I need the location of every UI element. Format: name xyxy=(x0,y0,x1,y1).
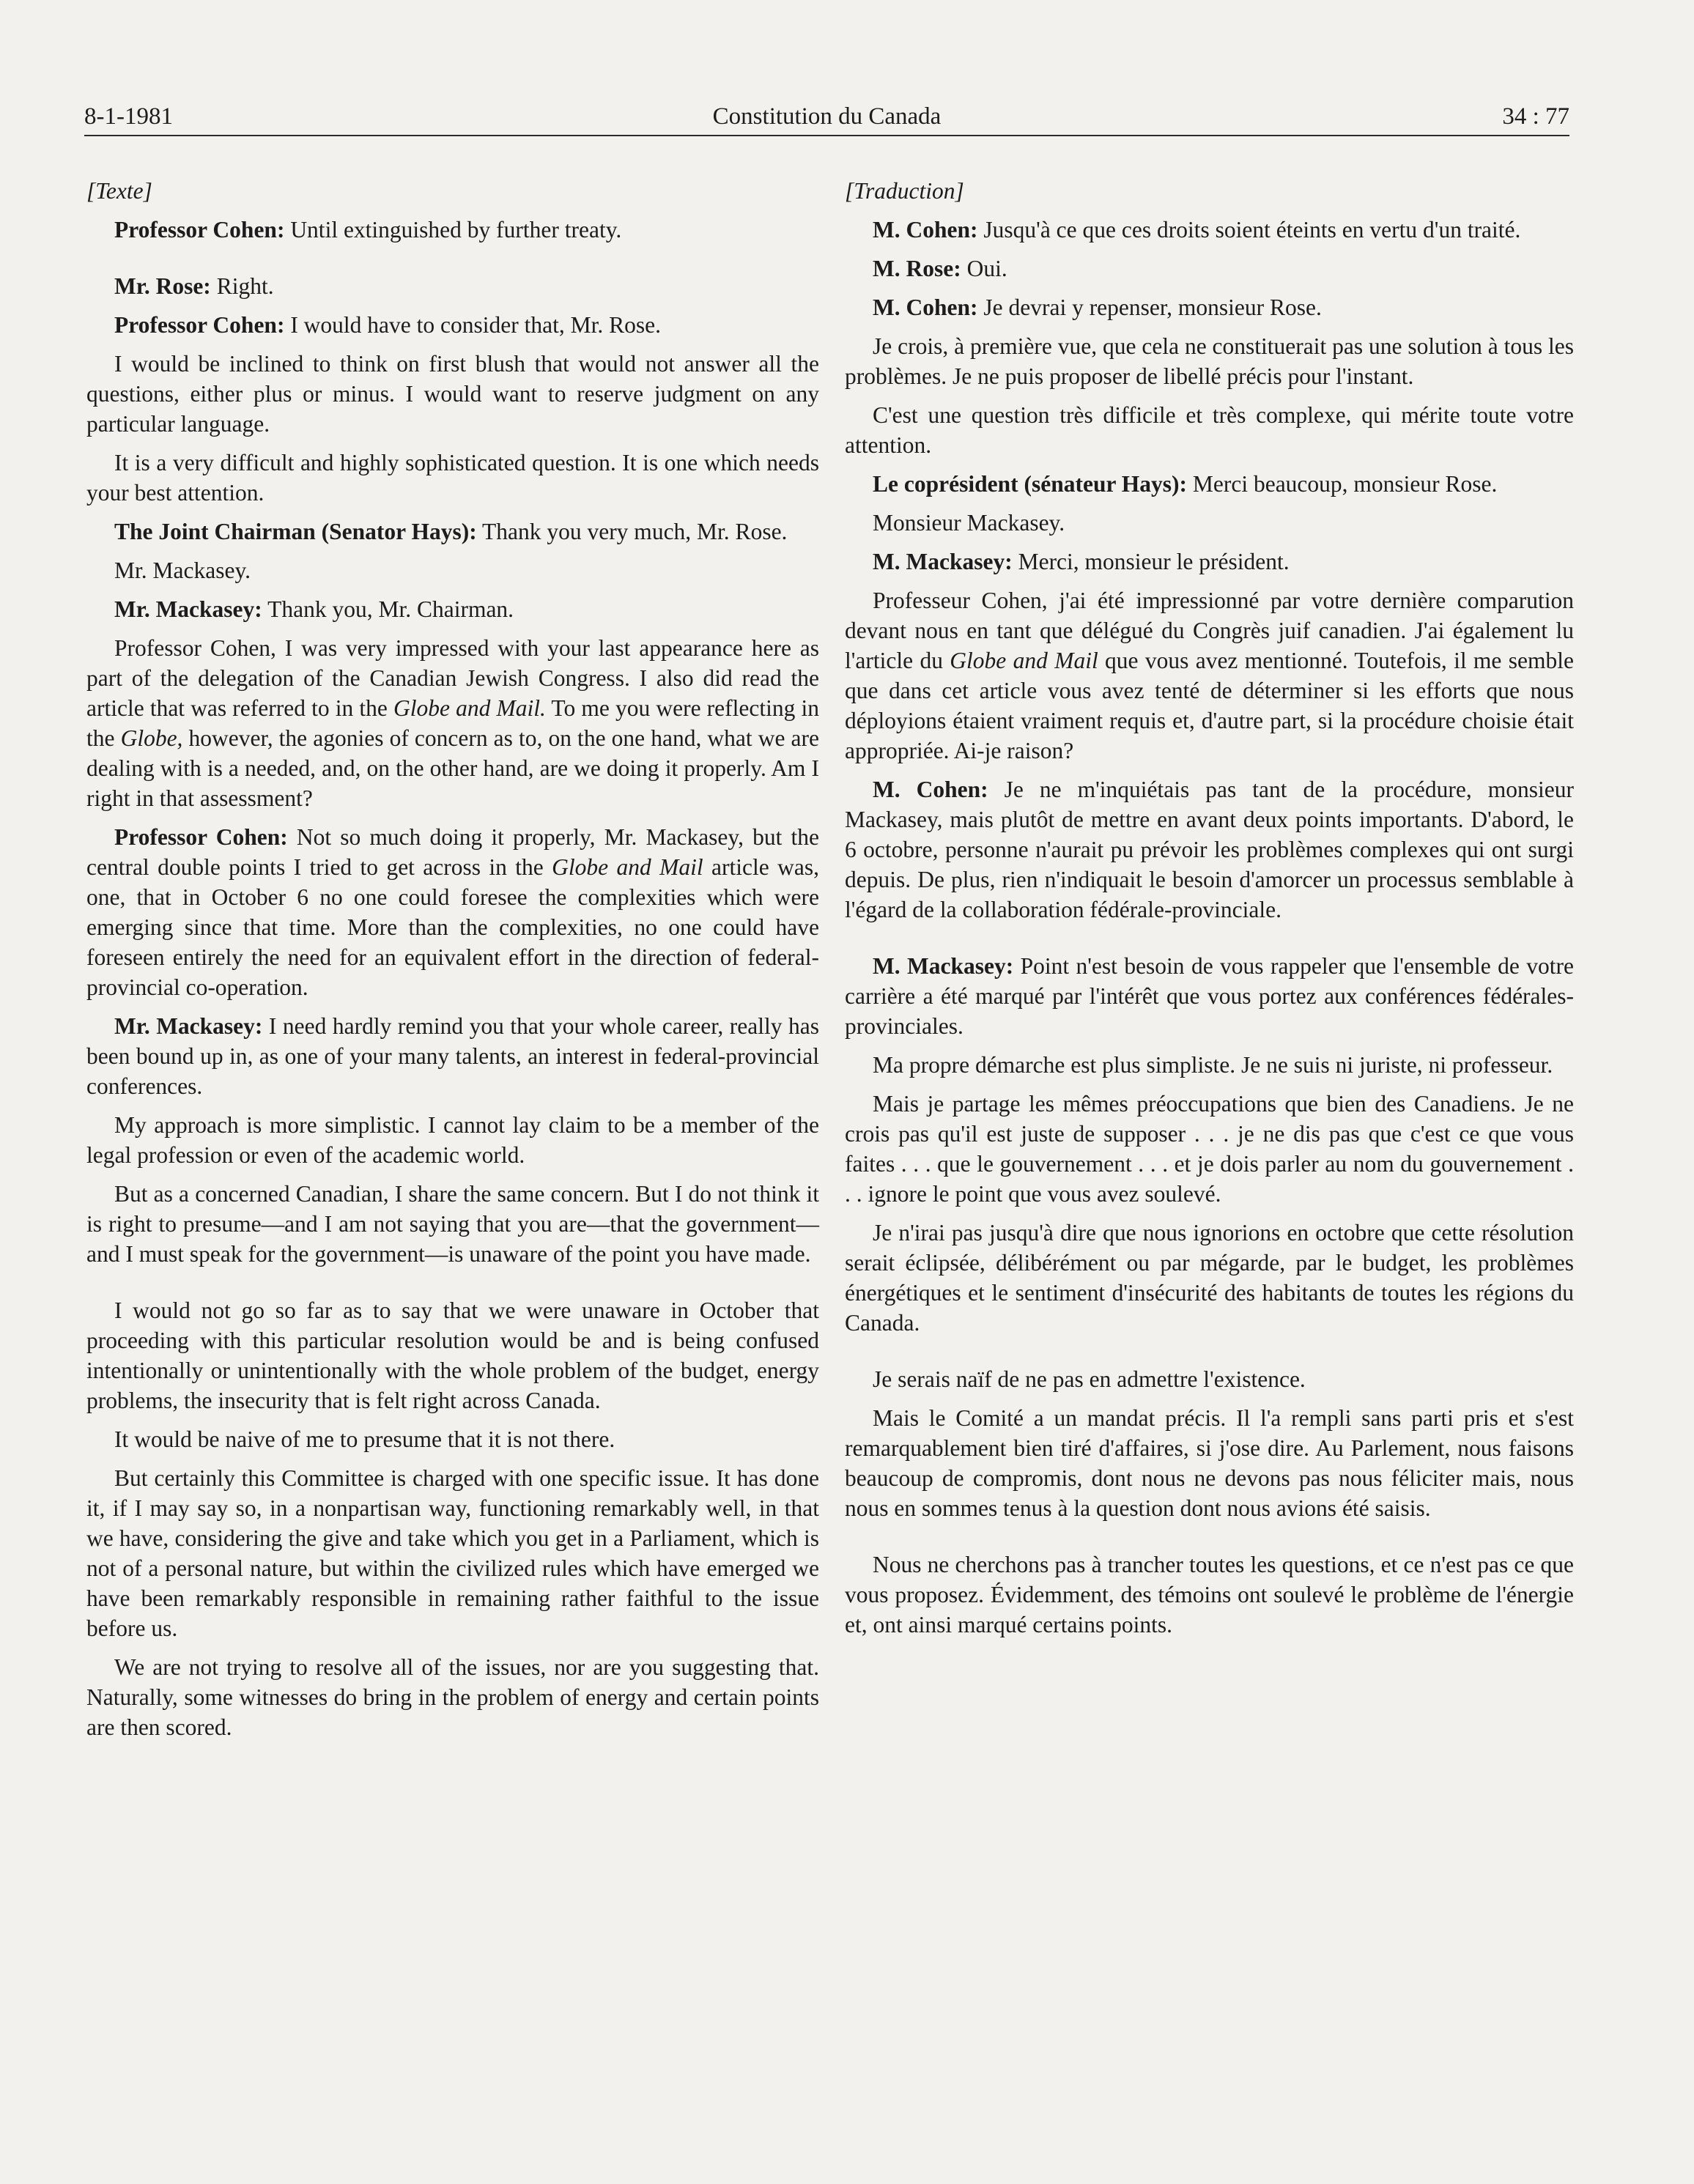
header-date: 8-1-1981 xyxy=(84,103,173,130)
paragraph-text: Right. xyxy=(210,273,274,299)
paragraph-text: It is a very difficult and highly sophisticated question. It is one which needs your best attention. xyxy=(86,450,819,506)
paragraph xyxy=(86,1463,819,1643)
english-column xyxy=(86,176,819,1751)
paragraph xyxy=(845,176,1574,206)
paragraph xyxy=(845,1364,1574,1394)
speaker-name: M. Cohen: xyxy=(873,295,978,320)
translation-tag: [Traduction] xyxy=(845,178,964,204)
running-header xyxy=(84,101,1569,136)
paragraph-text: however, the agonies of concern as to, on the one hand, what we are dealing with is a needed, and, on the other hand, are we doing it properly. Am I right in that assessment? xyxy=(86,725,819,811)
paragraph-text: Nous ne cherchons pas à trancher toutes les questions, et ce n'est pas ce que vous proposez. Évidemment, des témoins ont soulevé le problème de l'énergie et, ont ainsi marqué certains points. xyxy=(845,1552,1574,1637)
speaker-name: Le coprésident (sénateur Hays): xyxy=(873,471,1187,497)
paragraph xyxy=(86,1424,819,1454)
paragraph-text: I need hardly remind you that your whole career, really has been bound up in, as one of your many talents, an interest in federal-provincial conferences. xyxy=(86,1013,819,1099)
paragraph-text: que vous avez mentionné. Toutefois, il me semble que dans cet article vous avez tenté de déterminer si les efforts que nous déployions étaient vraiment requis et, d'autre part, si la procédure choisie était appropriée. Ai-je raison? xyxy=(845,648,1574,763)
paragraph xyxy=(86,1179,819,1269)
paragraph-text: Professeur Cohen, j'ai été impressionné par votre dernière comparution devant nous en tant que délégué du Congrès juif canadien. J'ai également lu l'article du xyxy=(845,588,1574,673)
paragraph xyxy=(845,1050,1574,1080)
paragraph xyxy=(845,292,1574,322)
paragraph xyxy=(86,1295,819,1415)
paragraph-text: Je serais naïf de ne pas en admettre l'existence. xyxy=(873,1366,1306,1392)
paragraph xyxy=(86,271,819,301)
paragraph xyxy=(86,349,819,439)
paragraph xyxy=(845,951,1574,1041)
paragraph xyxy=(845,585,1574,766)
translation-tag: [Texte] xyxy=(86,178,152,204)
paragraph-text: Jusqu'à ce que ces droits soient éteints en vertu d'un traité. xyxy=(977,217,1521,243)
paragraph xyxy=(845,1403,1574,1523)
french-column xyxy=(845,176,1574,1648)
paragraph-text: Oui. xyxy=(961,256,1007,281)
paragraph-text: Merci, monsieur le président. xyxy=(1012,549,1290,574)
paragraph xyxy=(845,774,1574,925)
speaker-name: Mr. Mackasey: xyxy=(114,1013,263,1039)
paragraph xyxy=(845,508,1574,538)
paragraph-text: Je devrai y repenser, monsieur Rose. xyxy=(977,295,1322,320)
paragraph-text: Mais le Comité a un mandat précis. Il l'a rempli sans parti pris et s'est remarquablement bien tiré d'affaires, si j'ose dire. Au Parlement, nous faisons beaucoup de compromis, dont nous ne devons pas nous féliciter mais, nous nous en sommes tenus à la question dont nous avions été saisis. xyxy=(845,1405,1574,1521)
paragraph-text: But certainly this Committee is charged with one specific issue. It has done it, if I may say so, in a nonpartisan way, functioning remarkably well, in that we have, considering the give and take which you get in a Parliament, which is not of a personal nature, but within the civilized rules which have emerged we have been remarkably responsible in remaining rather faithful to the issue before us. xyxy=(86,1465,819,1641)
paragraph xyxy=(86,594,819,624)
speaker-name: Professor Cohen: xyxy=(114,217,285,243)
paragraph-text: Mr. Mackasey. xyxy=(114,558,251,583)
paragraph-text: Mais je partage les mêmes préoccupations que bien des Canadiens. Je ne crois pas qu'il est juste de supposer . . . je ne dis pas que c'est ce que vous faites . . . que le gouvernement . . . et je dois parler au nom du gouvernement . . . ignore le point que vous avez soulevé. xyxy=(845,1091,1574,1207)
header-page-number: 34 : 77 xyxy=(1502,103,1569,130)
italic-title: Globe and Mail xyxy=(950,648,1098,673)
paragraph-text: article was, one, that in October 6 no one could foresee the complexities which were emerging since that time. More than the complexities, no one could have foreseen entirely the need for an equivalent effort in the direction of federal-provincial co-operation. xyxy=(86,854,819,1000)
paragraph-text: Je n'irai pas jusqu'à dire que nous ignorions en octobre que cette résolution serait éclipsée, délibérément ou par mégarde, par le budget, les problèmes énergétiques et le sentiment d'insécurité des habitants de toutes les régions du Canada. xyxy=(845,1220,1574,1336)
speaker-name: The Joint Chairman (Senator Hays): xyxy=(114,519,477,544)
paragraph-text: C'est une question très difficile et très complexe, qui mérite toute votre attention. xyxy=(845,402,1574,458)
paragraph xyxy=(845,547,1574,577)
paragraph xyxy=(845,331,1574,391)
paragraph xyxy=(845,1550,1574,1640)
paragraph xyxy=(86,215,819,245)
paragraph xyxy=(845,469,1574,499)
speaker-name: M. Mackasey: xyxy=(873,953,1014,979)
italic-title: Globe and Mail xyxy=(552,854,703,880)
italic-title: Globe and Mail. xyxy=(393,695,546,721)
paragraph-text: Thank you, Mr. Chairman. xyxy=(262,596,514,622)
paragraph xyxy=(86,633,819,813)
paragraph xyxy=(86,1652,819,1742)
speaker-name: Professor Cohen: xyxy=(114,312,285,338)
paragraph-text: Je crois, à première vue, que cela ne constituerait pas une solution à tous les problèmes. Je ne puis proposer de libellé précis pour l'instant. xyxy=(845,333,1574,389)
paragraph-text: Thank you very much, Mr. Rose. xyxy=(476,519,788,544)
italic-title: Globe, xyxy=(120,725,183,751)
speaker-name: Mr. Mackasey: xyxy=(114,596,262,622)
paragraph-text: Until extinguished by further treaty. xyxy=(284,217,622,243)
paragraph xyxy=(845,1218,1574,1338)
header-title: Constitution du Canada xyxy=(712,103,942,130)
paragraph-text: But as a concerned Canadian, I share the same concern. But I do not think it is right to presume—and I am not saying that you are—that the government—and I must speak for the government—is unaware of the point you have made. xyxy=(86,1181,819,1267)
paragraph xyxy=(86,448,819,508)
speaker-name: Mr. Rose: xyxy=(114,273,211,299)
paragraph-text: Point n'est besoin de vous rappeler que l'ensemble de votre carrière a été marqué par l'intérêt que vous portez aux conférences fédérales-provinciales. xyxy=(845,953,1574,1039)
speaker-name: M. Rose: xyxy=(873,256,961,281)
paragraph xyxy=(845,253,1574,284)
paragraph-text: I would not go so far as to say that we were unaware in October that proceeding with this particular resolution would be and is being confused intentionally or unintentionally with the whole problem of the budget, energy problems, the insecurity that is felt right across Canada. xyxy=(86,1298,819,1413)
paragraph xyxy=(845,1089,1574,1209)
paragraph xyxy=(86,310,819,340)
speaker-name: M. Mackasey: xyxy=(873,549,1013,574)
paragraph-text: Merci beaucoup, monsieur Rose. xyxy=(1187,471,1498,497)
paragraph xyxy=(845,400,1574,460)
paragraph-text: I would be inclined to think on first blush that would not answer all the questions, either plus or minus. I would want to reserve judgment on any particular language. xyxy=(86,351,819,437)
paragraph-text: I would have to consider that, Mr. Rose. xyxy=(284,312,661,338)
paragraph-text: Je ne m'inquiétais pas tant de la procédure, monsieur Mackasey, mais plutôt de mettre en avant deux points importants. D'abord, le 6 octobre, personne n'aurait pu prévoir les problèmes complexes qui ont surgi depuis. De plus, rien n'indiquait le besoin d'amorcer un processus semblable à l'égard de la collaboration fédérale-provinciale. xyxy=(845,777,1574,922)
paragraph-text: Ma propre démarche est plus simpliste. Je ne suis ni juriste, ni professeur. xyxy=(873,1052,1553,1078)
paragraph xyxy=(86,822,819,1002)
speaker-name: M. Cohen: xyxy=(873,777,988,802)
paragraph xyxy=(86,1011,819,1101)
paragraph-text: Not so much doing it properly, Mr. Mackasey, but the central double points I tried to get across in the xyxy=(86,824,819,880)
paragraph-text: To me you were reflecting in the xyxy=(86,695,819,751)
speaker-name: Professor Cohen: xyxy=(114,824,288,850)
speaker-name: M. Cohen: xyxy=(873,217,978,243)
paragraph xyxy=(845,215,1574,245)
paragraph xyxy=(86,1110,819,1170)
paragraph-text: Professor Cohen, I was very impressed with your last appearance here as part of the delegation of the Canadian Jewish Congress. I also did read the article that was referred to in the xyxy=(86,635,819,721)
paragraph xyxy=(86,176,819,206)
paragraph-text: It would be naive of me to presume that it is not there. xyxy=(114,1426,615,1452)
paragraph-text: We are not trying to resolve all of the issues, nor are you suggesting that. Naturally, some witnesses do bring in the problem of energy and certain points are then scored. xyxy=(86,1654,819,1740)
paragraph xyxy=(86,555,819,585)
paragraph-text: Monsieur Mackasey. xyxy=(873,510,1065,536)
paragraph-text: My approach is more simplistic. I cannot lay claim to be a member of the legal profession or even of the academic world. xyxy=(86,1112,819,1168)
paragraph xyxy=(86,517,819,547)
